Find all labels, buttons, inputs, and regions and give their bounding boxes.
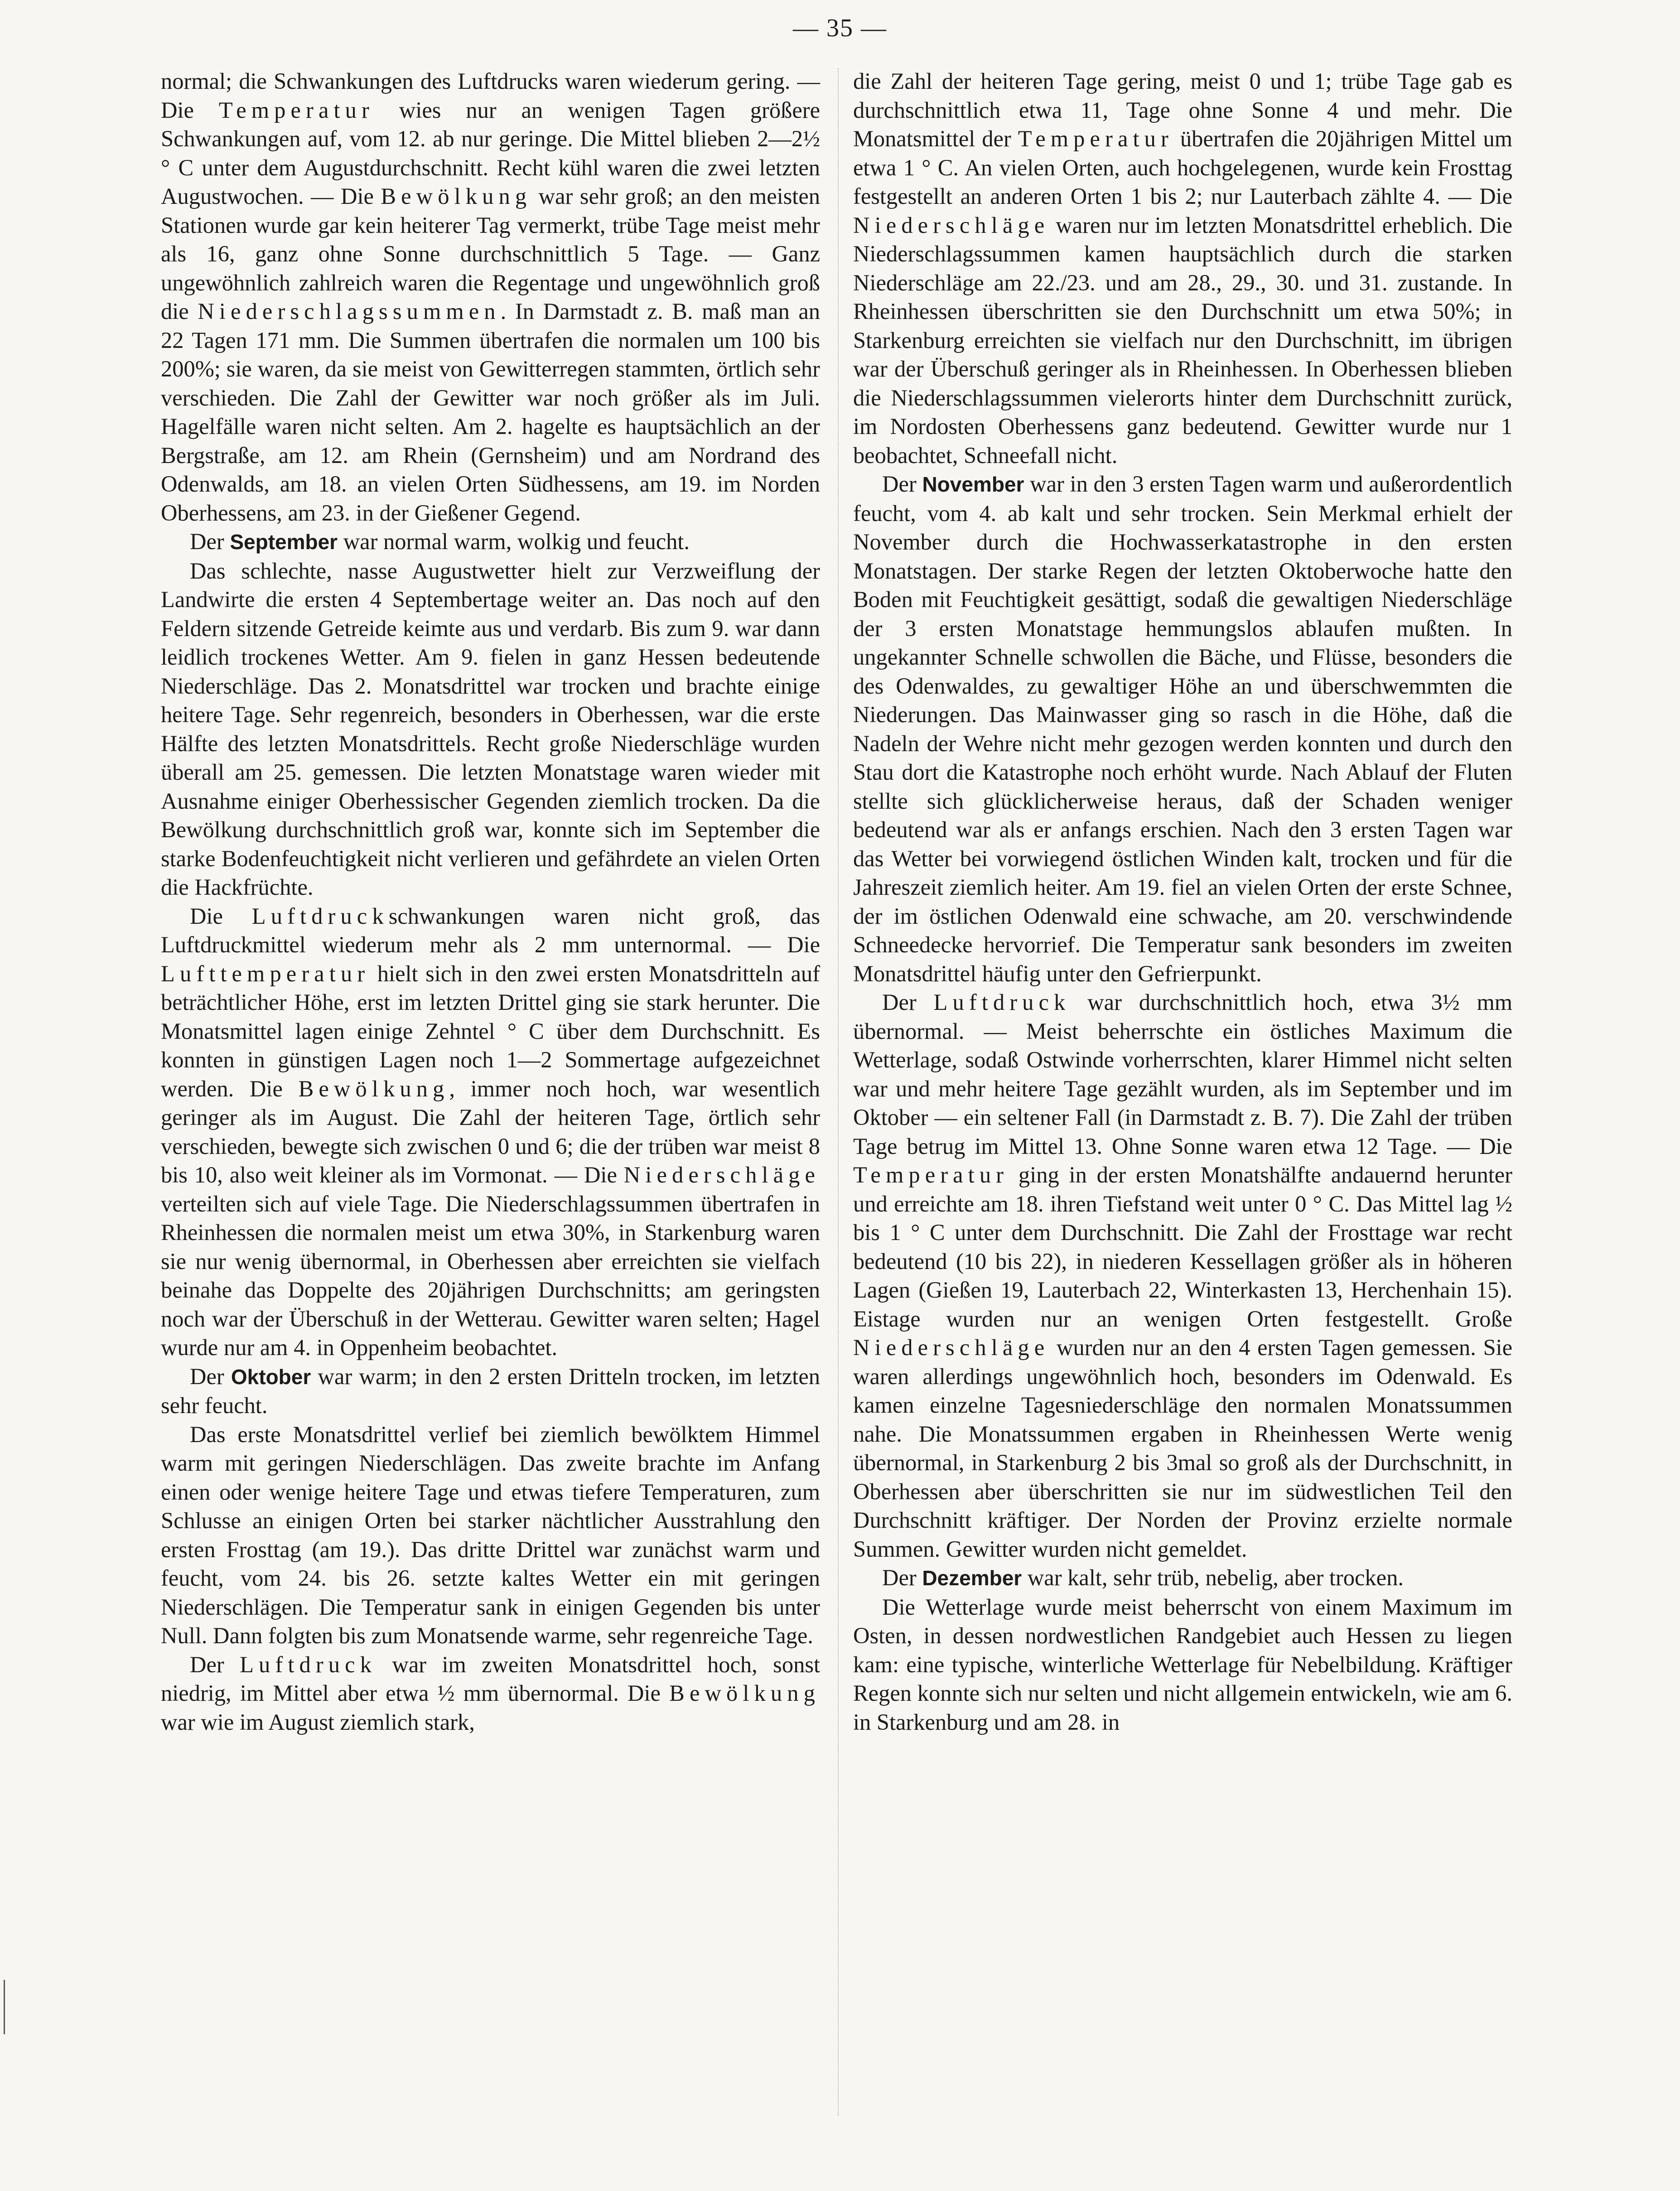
text-run: die Zahl der heiteren Tage gering, meist 0 und 1; trübe Tage gab es durchschnittlich etwa 11, Tage ohne Sonne 4 und mehr. Die Monatsmittel der	[853, 68, 1512, 151]
spaced-term: Niederschläge	[853, 212, 1050, 238]
spaced-term: Bewölkung	[381, 183, 532, 209]
right-text-column	[853, 67, 1512, 1737]
text-run: waren nur im letzten Monatsdrittel erheblich. Die Niederschlagssummen kamen hauptsächlich durch die starken Niederschläge am 22./23. und am 28., 29., 30. und 31. zustande. In Rheinhessen überschritten sie den Durchschnitt um etwa 50%; in Starkenburg erreichten sie vielfach nur den Durchschnitt, im übrigen war der Überschuß geringer als in Rheinhessen. In Oberhessen blieben die Niederschlagssummen vielerorts hinter dem Durchschnitt zurück, im Nordosten Oberhessens ganz bedeutend. Gewitter wurde nur 1 beobachtet, Schneefall nicht.	[853, 212, 1512, 468]
text-run: Der	[190, 1651, 240, 1677]
paragraph	[853, 988, 1512, 1564]
spaced-term: Niederschläge	[623, 1162, 820, 1187]
spaced-term: Luftdruck	[240, 1651, 377, 1677]
text-run: war in den 3 ersten Tagen warm und außerordentlich feucht, vom 4. ab kalt und sehr trocken. Sein Merkmal erhielt der November durch die Hochwasserkatastrophe in den ersten Monatstagen. Der starke Regen der letzten Oktoberwoche hatte den Boden mit Feuchtigkeit gesättigt, sodaß die gewaltigen Niederschläge der 3 ersten Monatstage hemmungslos ablaufen mußten. In ungekannter Schnelle schwollen die Bäche, und Flüsse, besonders die des Odenwaldes, zu gewaltiger Höhe an und überschwemmten die Niederungen. Das Mainwasser ging so rasch in die Höhe, daß die Nadeln der Wehre nicht mehr gezogen werden konnten und durch den Stau dort die Katastrophe noch erhöht wurde. Nach Ablauf der Fluten stellte sich glücklicherweise heraus, daß der Schaden weniger bedeutend war als er anfangs erschien. Nach den 3 ersten Tagen war das Wetter bei vorwiegend östlichen Winden kalt, trocken und für die Jahreszeit ziemlich heiter. Am 19. fiel an vielen Orten der erste Schnee, der im östlichen Odenwald eine schwache, am 20. verschwindende Schneedecke hervorrief. Die Temperatur sank besonders im zweiten Monatsdrittel häufig unter den Gefrierpunkt.	[853, 471, 1513, 986]
paragraph	[161, 902, 820, 1362]
text-run: Der	[882, 1565, 922, 1590]
spaced-term: Bewölkung	[669, 1680, 820, 1706]
month-heading: November	[922, 473, 1024, 496]
text-run: . In Darmstadt z. B. maß man an 22 Tagen 171 mm. Die Summen übertrafen die normalen um 100 bis 200%; sie waren, da sie meist von Gewitterregen stammten, örtlich sehr verschieden. Die Zahl der Gewitter war noch größer als im Juli. Hagelfälle waren nicht selten. Am 2. hagelte es hauptsächlich an der Bergstraße, am 12. am Rhein (Gernsheim) und am Nordrand des Odenwalds, am 18. an vielen Orten Südhessens, am 19. im Norden Oberhessens, am 23. in der Gießener Gegend.	[161, 299, 820, 526]
text-run: war durchschnittlich hoch, etwa 3½ mm übernormal. — Meist beherrschte ein östliches Maximum die Wetterlage, sodaß Ostwinde vorherrschten, klarer Himmel nicht selten war und mehr heitere Tage gezählt wurden, als im September und im Oktober — ein seltener Fall (in Darmstadt z. B. 7). Die Zahl der trüben Tage betrug im Mittel 13. Ohne Sonne waren etwa 12 Tage. — Die	[853, 989, 1513, 1159]
text-run: Das erste Monatsdrittel verlief bei ziemlich bewölktem Himmel warm mit geringen Niederschlägen. Das zweite brachte im Anfang einen oder wenige heitere Tage und etwas tiefere Temperaturen, zum Schlusse an einigen Orten bei starker nächtlicher Ausstrahlung den ersten Frosttag (am 19.). Das dritte Drittel war zunächst warm und feucht, vom 24. bis 26. setzte kaltes Wetter ein mit geringen Niederschlägen. Die Temperatur sank in einigen Gegenden bis unter Null. Dann folgten bis zum Monatsende warme, sehr regenreiche Tage.	[161, 1421, 820, 1648]
text-run: , immer noch hoch, war wesentlich geringer als im August. Die Zahl der heiteren Tage, örtlich sehr verschieden, bewegte sich zwischen 0 und 6; die der trüben war meist 8 bis 10, also weit kleiner als im Vormonat. — Die	[161, 1076, 821, 1187]
spaced-term: Temperatur	[1018, 126, 1173, 151]
text-run: Der	[190, 1363, 231, 1389]
text-run: hielt sich in den zwei ersten Monatsdritteln auf beträchtlicher Höhe, erst im letzten Drittel ging sie stark herunter. Die Monatsmittel lagen einige Zehntel ° C über dem Durchschnitt. Es konnten in günstigen Lagen noch 1—2 Sommertage aufgezeichnet werden. Die	[161, 960, 820, 1101]
text-run: übertrafen die 20jährigen Mittel um etwa 1 ° C. An vielen Orten, auch hochgelegenen, wurde kein Frosttag festgestellt an anderen Orten 1 bis 2; nur Lauterbach zählte 4. — Die	[853, 126, 1512, 209]
paragraph	[853, 1593, 1512, 1737]
month-heading: Oktober	[231, 1365, 311, 1389]
text-run: Der	[882, 471, 922, 497]
spaced-term: Temperatur	[853, 1162, 1009, 1187]
paragraph	[161, 1362, 820, 1420]
month-heading: Dezember	[922, 1566, 1022, 1590]
page-number: — 35 —	[793, 14, 887, 42]
text-run: wies nur an wenigen Tagen größere Schwankungen auf, vom 12. ab nur geringe. Die Mittel blieben 2—2½ ° C unter dem Augustdurchschnitt. Recht kühl waren die zwei letzten Augustwochen. — Die	[161, 97, 820, 209]
left-text-column	[161, 67, 820, 1737]
text-run: war kalt, sehr trüb, nebelig, aber trocken.	[1022, 1565, 1404, 1590]
text-run: Das schlechte, nasse Augustwetter hielt zur Verzweiflung der Landwirte die ersten 4 Septembertage weiter an. Das noch auf den Feldern sitzende Getreide keimte aus und verdarb. Bis zum 9. war dann leidlich trockenes Wetter. Am 9. fielen in ganz Hessen bedeutende Niederschläge. Das 2. Monatsdrittel war trocken und brachte einige heitere Tage. Sehr regenreich, besonders in Oberhessen, war die erste Hälfte des letzten Monatsdrittels. Recht große Niederschläge wurden überall am 25. gemessen. Die letzten Monatstage waren wieder mit Ausnahme einiger Oberhessischer Gegenden ziemlich trocken. Da die Bewölkung durchschnittlich groß war, konnte sich im September die starke Bodenfeuchtigkeit nicht verlieren und gefährdete an vielen Orten die Hackfrüchte.	[161, 558, 820, 900]
month-heading: September	[230, 530, 338, 554]
text-run: Die	[190, 903, 252, 929]
text-run: normal; die Schwankungen des Luftdrucks waren wiederum gering. — Die	[161, 68, 820, 123]
spaced-term: Niederschlagssummen	[198, 299, 501, 324]
continued-paragraph	[853, 67, 1512, 470]
scan-edge-mark	[4, 1980, 5, 2034]
spaced-term: Niederschläge	[853, 1335, 1050, 1360]
text-run: war warm; in den 2 ersten Dritteln trocken, im letzten sehr feucht.	[161, 1363, 820, 1418]
text-run: verteilten sich auf viele Tage. Die Niederschlagssummen übertrafen in Rheinhessen die normalen meist um etwa 30%, in Starkenburg waren sie nur wenig übernormal, in Oberhessen aber erreichten sie vielfach beinahe das Doppelte des 20jährigen Durchschnitts; am geringsten noch war der Überschuß in der Wetterau. Gewitter waren selten; Hagel wurde nur am 4. in Oppenheim beobachtet.	[161, 1191, 820, 1360]
paragraph	[161, 1650, 820, 1737]
text-run: Der	[190, 529, 230, 554]
paragraph	[853, 1564, 1512, 1593]
text-run: war wie im August ziemlich stark,	[161, 1709, 475, 1735]
spaced-term: Lufttemperatur	[161, 960, 370, 986]
spaced-term: Luftdruck	[251, 903, 389, 929]
column-divider	[838, 68, 839, 2116]
text-run: war normal warm, wolkig und feucht.	[338, 529, 690, 554]
spaced-term: Bewölkung	[298, 1076, 449, 1101]
spaced-term: Temperatur	[218, 97, 374, 123]
spaced-term: Luftdruck	[933, 989, 1071, 1015]
text-run: ging in der ersten Monatshälfte andauernd herunter und erreichte am 18. ihren Tiefstand weit unter 0 ° C. Das Mittel lag ½ bis 1 ° C unter dem Durchschnitt. Die Zahl der Frosttage war recht bedeutend (10 bis 22), in niederen Kessellagen größer als in höheren Lagen (Gießen 19, Lauterbach 22, Winterkasten 13, Herchenhain 15). Eistage wurden nur an wenigen Orten festgestellt. Große	[853, 1162, 1512, 1332]
text-run: war im zweiten Monatsdrittel hoch, sonst niedrig, im Mittel aber etwa ½ mm übernormal. Die	[161, 1651, 821, 1706]
paragraph	[161, 557, 820, 902]
text-run: Der	[882, 989, 934, 1015]
paragraph	[853, 470, 1512, 988]
text-run: Die Wetterlage wurde meist beherrscht von einem Maximum im Osten, in dessen nordwestlichen Randgebiet auch Hessen zu liegen kam: eine typische, winterliche Wetterlage für Nebelbildung. Kräftiger Regen konnte sich nur selten und nicht allgemein entwickeln, wie am 6. in Starkenburg und am 28. in	[853, 1594, 1512, 1735]
text-run: schwankungen waren nicht groß, das Luftdruckmittel wiederum mehr als 2 mm unternormal. — Die	[161, 903, 821, 957]
continued-paragraph	[161, 67, 820, 527]
text-run: war sehr groß; an den meisten Stationen wurde gar kein heiterer Tag vermerkt, trübe Tage meist mehr als 16, ganz ohne Sonne durchschnittlich 5 Tage. — Ganz ungewöhnlich zahlreich waren die Regentage und ungewöhnlich groß die	[161, 183, 820, 324]
paragraph	[161, 1420, 820, 1650]
paragraph	[161, 527, 820, 557]
text-run: wurden nur an den 4 ersten Tagen gemessen. Sie waren allerdings ungewöhnlich hoch, besonders im Odenwald. Es kamen einzelne Tagesniederschläge den normalen Monatssummen nahe. Die Monatssummen ergaben in Rheinhessen Werte wenig übernormal, in Starkenburg 2 bis 3mal so groß als der Durchschnitt, in Oberhessen aber überschritten sie nur im südwestlichen Teil den Durchschnitt kräftiger. Der Norden der Provinz erzielte normale Summen. Gewitter wurden nicht gemeldet.	[853, 1335, 1512, 1562]
